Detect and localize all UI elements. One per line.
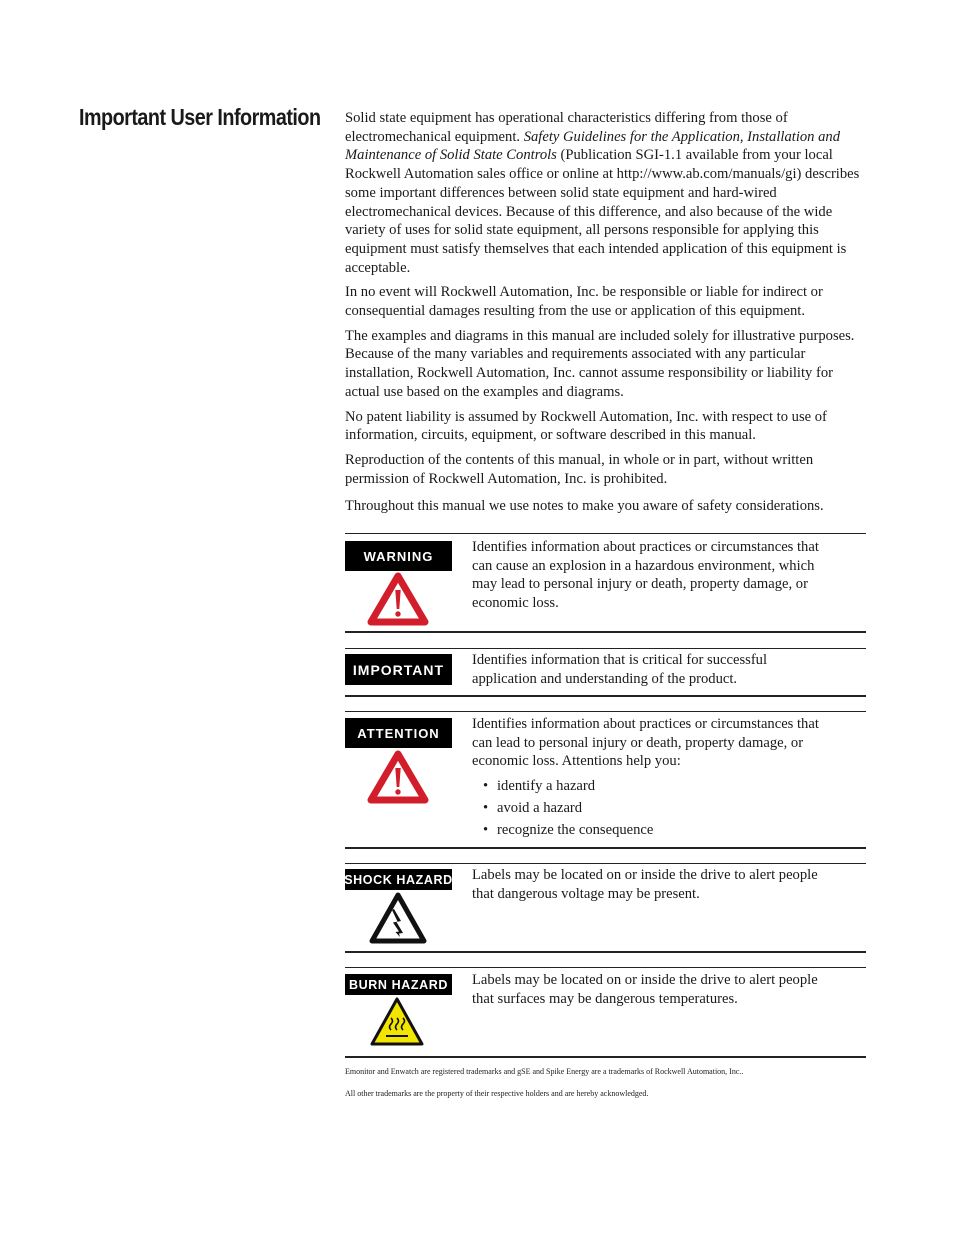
burn-hazard-notice [345,967,866,1058]
warning-notice [345,533,866,633]
shock-hazard-text: Labels may be located on or inside the drive to alert people that dangerous voltage may be present. [472,867,818,902]
important-label: IMPORTANT [345,654,452,685]
attention-label: ATTENTION [345,718,452,748]
important-text: Identifies information that is critical for successful application and understanding of the product. [472,652,768,687]
warning-triangle-icon [367,572,429,631]
list-item: • identify a hazard [497,777,822,796]
list-item: • avoid a hazard [497,799,822,818]
warning-triangle-icon [367,750,429,809]
burn-hazard-label: BURN HAZARD [345,974,452,995]
trademark-note-2: All other trademarks are the property of their respective holders and are hereby acknowledged. [345,1089,649,1098]
warning-label: WARNING [345,541,452,571]
intro-paragraph-2: In no event will Rockwell Automation, Inc. be responsible or liable for indirect or consequential damages resulting from the use or application of this equipment. [345,284,823,320]
shock-hazard-notice [345,863,866,953]
burn-hazard-text: Labels may be located on or inside the drive to alert people that surfaces may be dangerous temperatures. [472,972,818,1007]
attention-text: Identifies information about practices or circumstances that can lead to personal injury or death, property damage, or economic loss. Attentions help you: • identify a hazard • avoid a hazard • recognize the consequence [472,715,822,842]
publication-title: Safety Guidelines for the Application, Installation and Maintenance of Solid State Controls [345,128,841,164]
lightning-triangle-icon [368,891,428,950]
list-item: • recognize the consequence [497,821,822,840]
intro-paragraph-3: The examples and diagrams in this manual are included solely for illustrative purposes. Because of the many variables and requirements associated with any particular installation, Rockwell Automation, Inc. cannot assume responsibility or liability for actual use based on the examples and diagrams. [345,327,855,400]
intro-text [345,109,866,516]
intro-paragraph-6: Throughout this manual we use notes to make you aware of safety considerations. [345,498,824,515]
hot-surface-triangle-icon [369,996,425,1053]
trademark-note-1: Emonitor and Enwatch are registered trademarks and gSE and Spike Energy are a trademarks of Rockwell Automation, Inc.. [345,1067,744,1076]
attention-notice [345,711,866,849]
intro-paragraph-4: No patent liability is assumed by Rockwell Automation, Inc. with respect to use of information, circuits, equipment, or software described in this manual. [345,408,827,444]
warning-text: Identifies information about practices or circumstances that can cause an explosion in a hazardous environment, which may lead to personal injury or death, property damage, or economic loss. [472,539,819,612]
shock-hazard-label: SHOCK HAZARD [345,869,452,890]
intro-paragraph-5: Reproduction of the contents of this manual, in whole or in part, without written permission of Rockwell Automation, Inc. is prohibited. [345,451,814,487]
page-title: Important User Information [79,104,321,130]
attention-bullet-list [472,777,822,839]
intro-paragraph-1: Solid state equipment has operational characteristics differing from those of electromechanical equipment. Safety Guidelines for the Application, Installation and Maintenance of Solid State Controls (Publication SGI-1.1 available from your local Rockwell Automation sales office or online at http://www.ab.com/manuals/gi) describes some important differences between solid state equipment and hard-wired electromechanical devices. Because of this difference, and also because of the wide variety of uses for solid state equipment, all persons responsible for applying this equipment must satisfy themselves that each intended application of this equipment is acceptable. [345,110,860,276]
important-notice [345,648,866,697]
